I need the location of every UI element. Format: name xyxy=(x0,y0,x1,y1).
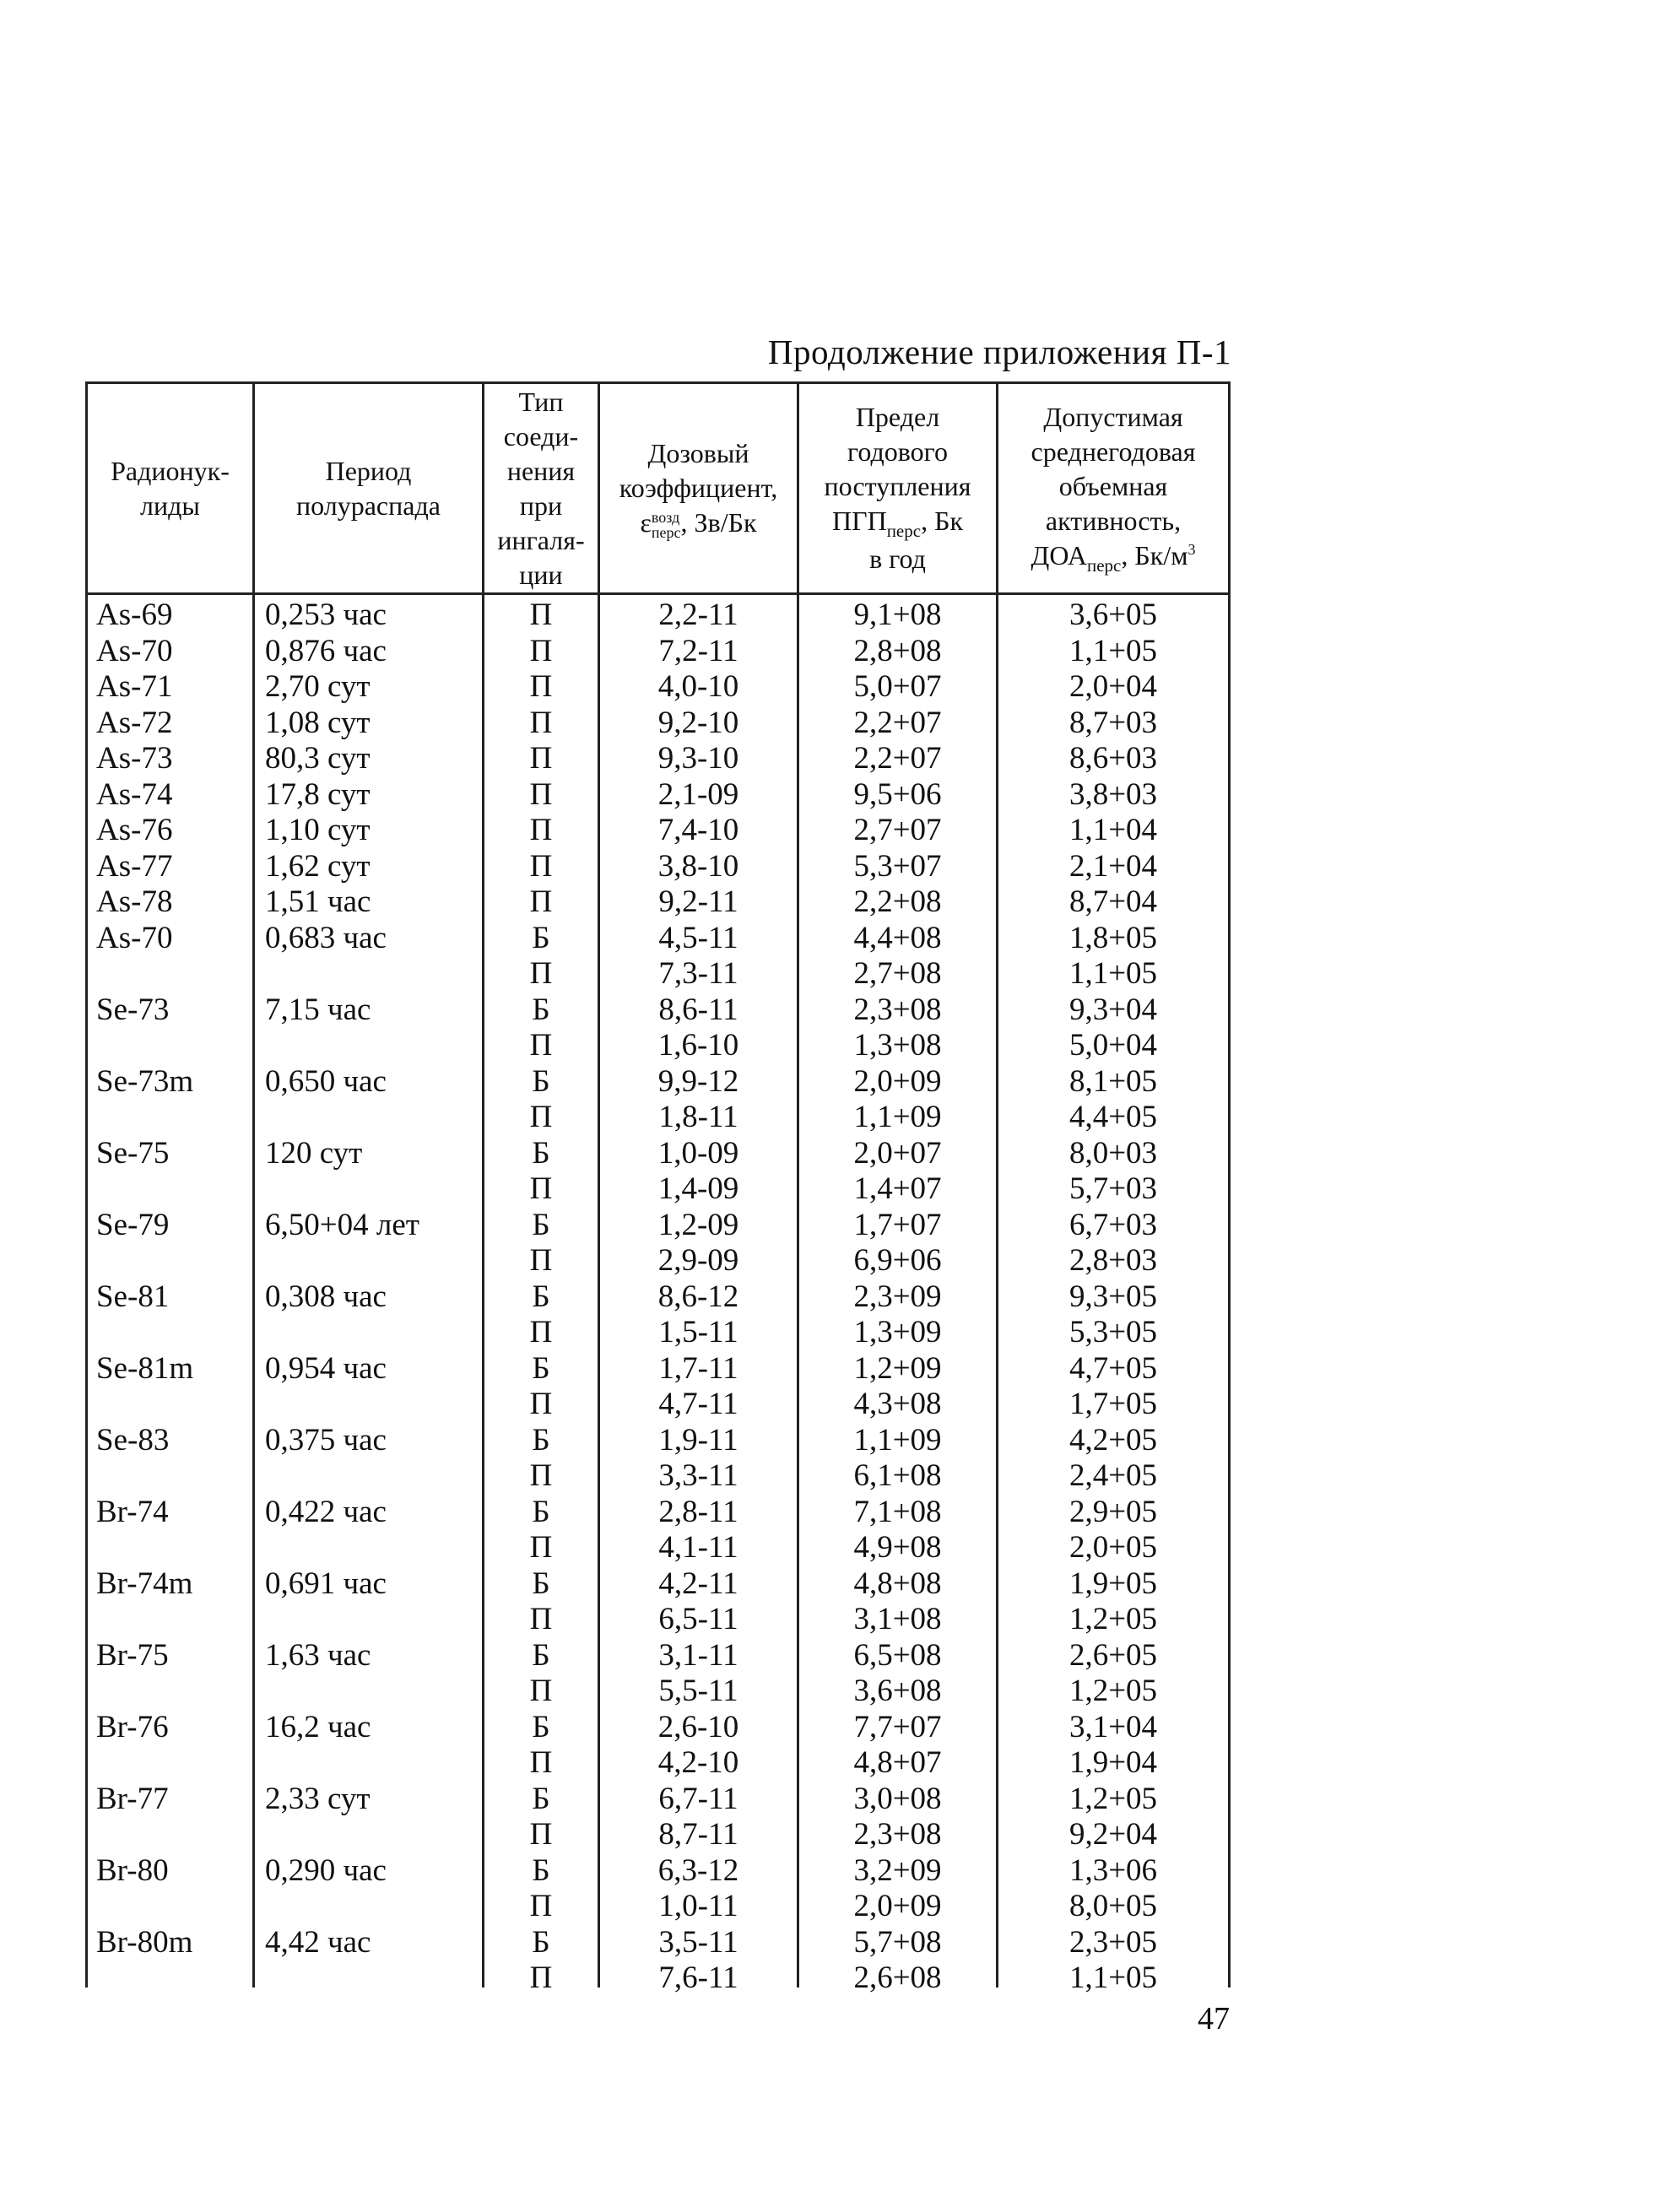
half-life-cell: 0,691 час xyxy=(265,1566,387,1601)
compound-type-cell: П xyxy=(529,1171,553,1206)
dose-coefficient-cell: 1,2-09 xyxy=(657,1207,739,1242)
table-row xyxy=(85,1028,1231,1064)
table-row xyxy=(85,1495,1231,1531)
header-half-life xyxy=(255,384,482,592)
header-line xyxy=(1031,538,1196,577)
intake-limit-cell: 1,7+07 xyxy=(853,1207,942,1242)
header-line: в год xyxy=(869,544,926,574)
dose-coefficient-cell: 6,3-12 xyxy=(657,1852,739,1888)
table-row xyxy=(85,1458,1231,1495)
header-nuclide xyxy=(88,384,252,592)
subscript: перс xyxy=(1087,554,1122,576)
dose-coefficient-cell: 8,6-12 xyxy=(657,1279,739,1314)
dose-coefficient-cell: 7,4-10 xyxy=(657,813,739,847)
intake-limit-cell: 2,2+07 xyxy=(853,741,942,776)
header-line: поступления xyxy=(824,471,971,501)
intake-limit-cell: 2,0+07 xyxy=(853,1135,942,1171)
intake-limit-cell: 1,4+07 xyxy=(853,1171,942,1206)
compound-type-cell: Б xyxy=(532,1781,550,1816)
compound-type-cell: Б xyxy=(532,1422,550,1458)
nuclide-cell: Br-80m xyxy=(96,1924,193,1960)
header-compound-type xyxy=(484,384,598,592)
unit: , Бк/м xyxy=(1121,539,1188,571)
activity-cell: 8,0+03 xyxy=(1068,1135,1158,1171)
compound-type-cell: П xyxy=(529,598,553,632)
table-row xyxy=(85,1423,1231,1459)
activity-cell: 1,9+04 xyxy=(1068,1745,1158,1780)
compound-type-cell: П xyxy=(529,813,553,847)
table-caption: Продолжение приложения П-1 xyxy=(767,333,1231,371)
dose-coefficient-cell: 4,1-11 xyxy=(658,1530,738,1565)
nuclide-cell: Br-80 xyxy=(96,1852,169,1888)
compound-type-cell: Б xyxy=(532,1852,550,1888)
compound-type-cell: Б xyxy=(532,920,550,955)
intake-limit-cell: 4,4+08 xyxy=(853,920,942,955)
header-line: Допустимая xyxy=(1043,401,1183,432)
dose-coefficient-cell: 4,0-10 xyxy=(657,669,739,704)
compound-type-cell: П xyxy=(529,705,553,740)
intake-limit-cell: 1,2+09 xyxy=(853,1350,942,1386)
table-row xyxy=(85,1208,1231,1244)
intake-limit-cell: 9,5+06 xyxy=(853,776,942,812)
intake-limit-cell: 2,0+09 xyxy=(853,1889,942,1923)
activity-cell: 1,2+05 xyxy=(1068,1781,1158,1816)
header-separator xyxy=(85,592,1231,595)
dose-coefficient-cell: 9,2-10 xyxy=(657,705,739,740)
header-line: Тип xyxy=(518,386,564,417)
compound-type-cell: Б xyxy=(532,1494,550,1529)
intake-limit-cell: 6,5+08 xyxy=(853,1637,942,1673)
table-row xyxy=(85,1710,1231,1746)
intake-limit-cell: 5,7+08 xyxy=(853,1924,942,1960)
intake-limit-cell: 3,6+08 xyxy=(853,1674,942,1708)
dose-coefficient-cell: 9,9-12 xyxy=(657,1063,739,1099)
compound-type-cell: Б xyxy=(532,1637,550,1673)
nuclide-cell: Br-75 xyxy=(96,1637,169,1673)
intake-limit-cell: 2,3+09 xyxy=(853,1279,942,1314)
table-row xyxy=(85,1745,1231,1782)
activity-cell: 2,0+05 xyxy=(1068,1530,1158,1565)
nuclide-cell: Se-75 xyxy=(96,1135,170,1171)
activity-cell: 1,2+05 xyxy=(1068,1602,1158,1636)
table-row xyxy=(85,1136,1231,1172)
dose-coefficient-cell: 1,8-11 xyxy=(658,1100,738,1134)
dose-coefficient-cell: 7,3-11 xyxy=(658,956,738,991)
dose-coefficient-cell: 1,5-11 xyxy=(658,1315,738,1349)
compound-type-cell: Б xyxy=(532,1279,550,1314)
table-row xyxy=(85,1243,1231,1279)
half-life-cell: 1,08 сут xyxy=(265,705,371,740)
table-row xyxy=(85,884,1231,921)
compound-type-cell: П xyxy=(529,1602,553,1636)
header-line: объемная xyxy=(1058,470,1168,501)
unit: , Зв/Бк xyxy=(680,506,757,538)
activity-cell: 3,1+04 xyxy=(1068,1709,1158,1744)
table-row xyxy=(85,741,1231,777)
compound-type-cell: П xyxy=(529,1387,553,1421)
table-row xyxy=(85,1387,1231,1423)
intake-limit-cell: 2,0+09 xyxy=(853,1063,942,1099)
intake-limit-cell: 1,3+09 xyxy=(853,1315,942,1349)
intake-limit-cell: 1,3+08 xyxy=(853,1028,942,1063)
table-row xyxy=(85,1925,1231,1961)
header-activity xyxy=(998,384,1228,592)
header-line: Период xyxy=(325,455,412,486)
table-row xyxy=(85,992,1231,1029)
nuclide-cell: As-70 xyxy=(96,633,173,668)
compound-type-cell: Б xyxy=(532,1709,550,1744)
dose-coefficient-cell: 1,4-09 xyxy=(657,1171,739,1206)
activity-cell: 8,6+03 xyxy=(1068,741,1158,776)
activity-cell: 4,4+05 xyxy=(1068,1100,1158,1134)
dose-coefficient-cell: 1,0-09 xyxy=(657,1135,739,1171)
compound-type-cell: Б xyxy=(532,1063,550,1099)
table-row xyxy=(85,1638,1231,1674)
activity-cell: 1,7+05 xyxy=(1068,1387,1158,1421)
table-row xyxy=(85,1171,1231,1208)
compound-type-cell: Б xyxy=(532,1924,550,1960)
dose-coefficient-cell: 2,9-09 xyxy=(657,1243,739,1278)
dose-coefficient-cell: 9,3-10 xyxy=(657,741,739,776)
dose-coefficient-cell: 7,6-11 xyxy=(658,1961,738,1995)
activity-cell: 8,7+03 xyxy=(1068,705,1158,740)
intake-limit-cell: 4,3+08 xyxy=(853,1387,942,1421)
table-row xyxy=(85,1100,1231,1136)
activity-cell: 1,9+05 xyxy=(1068,1566,1158,1601)
intake-limit-cell: 7,7+07 xyxy=(853,1709,942,1744)
half-life-cell: 120 сут xyxy=(265,1135,363,1171)
activity-cell: 8,7+04 xyxy=(1068,884,1158,919)
activity-cell: 2,4+05 xyxy=(1068,1458,1158,1493)
header-line: полураспада xyxy=(296,489,441,521)
table-body xyxy=(85,598,1231,1997)
intake-limit-cell: 2,8+08 xyxy=(853,633,942,668)
activity-cell: 1,1+05 xyxy=(1068,956,1158,991)
table-row xyxy=(85,1064,1231,1101)
activity-cell: 5,7+03 xyxy=(1068,1171,1158,1206)
compound-type-cell: П xyxy=(529,1100,553,1134)
nuclide-cell: As-77 xyxy=(96,848,173,884)
half-life-cell: 80,3 сут xyxy=(265,741,371,776)
table-row xyxy=(85,1674,1231,1710)
half-life-cell: 16,2 час xyxy=(265,1709,371,1744)
nuclide-cell: Br-74 xyxy=(96,1494,169,1529)
nuclide-cell: Se-73 xyxy=(96,992,170,1027)
table-row xyxy=(85,1853,1231,1890)
intake-limit-cell: 3,0+08 xyxy=(853,1781,942,1816)
intake-limit-cell: 1,1+09 xyxy=(853,1100,942,1134)
intake-limit-cell: 9,1+08 xyxy=(853,598,942,632)
intake-limit-cell: 6,9+06 xyxy=(853,1243,942,1278)
nuclide-cell: Se-81m xyxy=(96,1350,194,1386)
table-row xyxy=(85,634,1231,670)
header-line: лиды xyxy=(140,489,200,521)
half-life-cell: 0,422 час xyxy=(265,1494,387,1529)
compound-type-cell: П xyxy=(529,1817,553,1852)
compound-type-cell: П xyxy=(529,1889,553,1923)
activity-cell: 4,7+05 xyxy=(1068,1350,1158,1386)
nuclide-cell: Br-76 xyxy=(96,1709,169,1744)
half-life-cell: 0,290 час xyxy=(265,1852,387,1888)
intake-limit-cell: 2,3+08 xyxy=(853,992,942,1027)
half-life-cell: 4,42 час xyxy=(265,1924,371,1960)
dose-coefficient-cell: 4,2-11 xyxy=(658,1566,738,1601)
epsilon-symbol: ε xyxy=(640,506,652,538)
activity-cell: 1,1+05 xyxy=(1068,1961,1158,1995)
table-row xyxy=(85,598,1231,634)
symbol-indices xyxy=(652,510,681,540)
nuclide-cell: Se-79 xyxy=(96,1207,170,1242)
compound-type-cell: Б xyxy=(532,1207,550,1242)
dose-coefficient-cell: 6,7-11 xyxy=(658,1781,738,1816)
compound-type-cell: П xyxy=(529,1745,553,1780)
nuclide-cell: As-70 xyxy=(96,920,173,955)
header-line: активность, xyxy=(1045,505,1182,536)
activity-cell: 2,0+04 xyxy=(1068,669,1158,704)
unit: , Бк xyxy=(921,506,963,536)
compound-type-cell: П xyxy=(529,1530,553,1565)
table-row xyxy=(85,1602,1231,1638)
nuclide-cell: Br-77 xyxy=(96,1781,169,1816)
table-row xyxy=(85,1315,1231,1351)
half-life-cell: 0,683 час xyxy=(265,920,387,955)
dose-coefficient-cell: 2,8-11 xyxy=(658,1494,738,1529)
header-line: годового xyxy=(847,436,948,467)
dose-coefficient-cell: 8,6-11 xyxy=(658,992,738,1027)
dose-coefficient-cell: 3,3-11 xyxy=(658,1458,738,1493)
activity-cell: 1,1+04 xyxy=(1068,813,1158,847)
compound-type-cell: Б xyxy=(532,1350,550,1386)
table-row xyxy=(85,956,1231,992)
table-row xyxy=(85,1530,1231,1566)
table-row xyxy=(85,777,1231,814)
subscript: перс xyxy=(651,524,681,542)
dose-coefficient-cell: 3,8-10 xyxy=(657,848,739,884)
superscript: возд xyxy=(651,509,680,527)
intake-limit-cell: 3,2+09 xyxy=(853,1852,942,1888)
dose-coefficient-cell: 9,2-11 xyxy=(658,884,738,919)
header-line: ингаля- xyxy=(497,524,585,555)
header-line: ции xyxy=(519,559,563,590)
header-line: соеди- xyxy=(503,420,579,452)
half-life-cell: 1,51 час xyxy=(265,884,371,919)
dose-coefficient-cell: 2,2-11 xyxy=(658,598,738,632)
table-row xyxy=(85,1817,1231,1853)
table-row xyxy=(85,1961,1231,1997)
intake-limit-cell: 6,1+08 xyxy=(853,1458,942,1493)
compound-type-cell: П xyxy=(529,956,553,991)
table-row xyxy=(85,813,1231,849)
compound-type-cell: Б xyxy=(532,992,550,1027)
half-life-cell: 0,954 час xyxy=(265,1350,387,1386)
subscript: перс xyxy=(886,521,922,541)
compound-type-cell: Б xyxy=(532,1566,550,1601)
activity-cell: 1,1+05 xyxy=(1068,633,1158,668)
activity-cell: 2,8+03 xyxy=(1068,1243,1158,1278)
activity-cell: 5,0+04 xyxy=(1068,1028,1158,1063)
activity-cell: 8,1+05 xyxy=(1068,1063,1158,1099)
half-life-cell: 7,15 час xyxy=(265,992,371,1027)
intake-limit-cell: 4,8+08 xyxy=(853,1566,942,1601)
header-line: при xyxy=(519,489,563,521)
half-life-cell: 2,33 сут xyxy=(265,1781,371,1816)
intake-limit-cell: 1,1+09 xyxy=(853,1422,942,1458)
nuclide-cell: Se-81 xyxy=(96,1279,170,1314)
activity-cell: 8,0+05 xyxy=(1068,1889,1158,1923)
half-life-cell: 2,70 сут xyxy=(265,669,371,704)
dose-coefficient-cell: 1,6-10 xyxy=(657,1028,739,1063)
intake-limit-cell: 5,0+07 xyxy=(853,669,942,704)
activity-cell: 4,2+05 xyxy=(1068,1422,1158,1458)
dose-coefficient-cell: 1,0-11 xyxy=(658,1889,738,1923)
intake-limit-cell: 4,8+07 xyxy=(853,1745,942,1780)
nuclide-cell: As-72 xyxy=(96,705,173,740)
header-line: среднегодовая xyxy=(1031,435,1196,467)
dose-coefficient-cell: 6,5-11 xyxy=(658,1602,738,1636)
compound-type-cell: П xyxy=(529,633,553,668)
compound-type-cell: П xyxy=(529,1315,553,1349)
table-row xyxy=(85,1351,1231,1387)
header-line xyxy=(825,504,971,542)
superscript: 3 xyxy=(1187,540,1196,558)
nuclide-cell: Br-74m xyxy=(96,1566,193,1601)
table-row xyxy=(85,1279,1231,1316)
dose-coefficient-cell: 2,6-10 xyxy=(657,1709,739,1744)
activity-cell: 5,3+05 xyxy=(1068,1315,1158,1349)
dose-coefficient-cell: 5,5-11 xyxy=(658,1674,738,1708)
activity-cell: 1,2+05 xyxy=(1068,1674,1158,1708)
nuclide-cell: As-76 xyxy=(96,813,173,847)
table-row xyxy=(85,706,1231,742)
activity-cell: 2,3+05 xyxy=(1068,1924,1158,1960)
intake-limit-cell: 3,1+08 xyxy=(853,1602,942,1636)
intake-limit-cell: 2,7+07 xyxy=(853,813,942,847)
activity-cell: 1,8+05 xyxy=(1068,920,1158,955)
dose-coefficient-cell: 2,1-09 xyxy=(657,776,739,812)
activity-cell: 2,9+05 xyxy=(1068,1494,1158,1529)
table-row xyxy=(85,669,1231,706)
half-life-cell: 0,876 час xyxy=(265,633,387,668)
compound-type-cell: П xyxy=(529,884,553,919)
intake-limit-cell: 4,9+08 xyxy=(853,1530,942,1565)
header-line: Радионук- xyxy=(111,455,230,486)
nuclide-cell: Se-83 xyxy=(96,1422,170,1458)
dose-coefficient-cell: 1,9-11 xyxy=(658,1422,738,1458)
intake-limit-cell: 2,2+08 xyxy=(853,884,942,919)
nuclide-cell: As-69 xyxy=(96,598,173,632)
nuclide-cell: As-74 xyxy=(96,776,173,812)
intake-limit-cell: 7,1+08 xyxy=(853,1494,942,1529)
activity-cell: 2,6+05 xyxy=(1068,1637,1158,1673)
half-life-cell: 0,375 час xyxy=(265,1422,387,1458)
half-life-cell: 1,63 час xyxy=(265,1637,371,1673)
header-line: Дозовый xyxy=(647,437,749,468)
dose-coefficient-cell: 1,7-11 xyxy=(658,1350,738,1386)
activity-cell: 9,3+04 xyxy=(1068,992,1158,1027)
table-row xyxy=(85,921,1231,957)
dose-coefficient-cell: 4,2-10 xyxy=(657,1745,739,1780)
intake-limit-cell: 2,6+08 xyxy=(853,1961,942,1995)
activity-cell: 2,1+04 xyxy=(1068,848,1158,884)
table-row xyxy=(85,849,1231,885)
half-life-cell: 1,10 сут xyxy=(265,813,371,847)
header-line: нения xyxy=(506,455,576,486)
activity-cell: 9,2+04 xyxy=(1068,1817,1158,1852)
intake-limit-cell: 2,7+08 xyxy=(853,956,942,991)
page-number: 47 xyxy=(1198,2001,1230,2036)
dose-coefficient-cell: 3,5-11 xyxy=(658,1924,738,1960)
header-line xyxy=(619,506,777,541)
compound-type-cell: П xyxy=(529,776,553,812)
half-life-cell: 17,8 сут xyxy=(265,776,371,812)
compound-type-cell: Б xyxy=(532,1135,550,1171)
header-intake-limit xyxy=(799,384,996,592)
dose-coefficient-cell: 4,7-11 xyxy=(658,1387,738,1421)
nuclide-cell: As-78 xyxy=(96,884,173,919)
compound-type-cell: П xyxy=(529,1458,553,1493)
compound-type-cell: П xyxy=(529,1028,553,1063)
intake-limit-cell: 5,3+07 xyxy=(853,848,942,884)
dose-coefficient-cell: 4,5-11 xyxy=(658,920,738,955)
nuclide-cell: As-71 xyxy=(96,669,173,704)
abbreviation: ДОА xyxy=(1031,539,1087,571)
activity-cell: 3,6+05 xyxy=(1068,598,1158,632)
half-life-cell: 0,308 час xyxy=(265,1279,387,1314)
nuclide-cell: As-73 xyxy=(96,741,173,776)
compound-type-cell: П xyxy=(529,1243,553,1278)
abbreviation: ПГП xyxy=(831,506,887,536)
activity-cell: 3,8+03 xyxy=(1068,776,1158,812)
header-line: коэффициент, xyxy=(619,472,778,503)
compound-type-cell: П xyxy=(529,741,553,776)
activity-cell: 9,3+05 xyxy=(1068,1279,1158,1314)
dose-coefficient-cell: 8,7-11 xyxy=(658,1817,738,1852)
dose-coefficient-cell: 3,1-11 xyxy=(658,1637,738,1673)
compound-type-cell: П xyxy=(529,1674,553,1708)
compound-type-cell: П xyxy=(529,1961,553,1995)
table-row xyxy=(85,1889,1231,1925)
nuclide-cell: Se-73m xyxy=(96,1063,194,1099)
header-dose-coefficient xyxy=(600,384,797,592)
half-life-cell: 0,650 час xyxy=(265,1063,387,1099)
table-row xyxy=(85,1782,1231,1818)
half-life-cell: 0,253 час xyxy=(265,598,387,632)
compound-type-cell: П xyxy=(529,669,553,704)
intake-limit-cell: 2,2+07 xyxy=(853,705,942,740)
dose-coefficient-cell: 7,2-11 xyxy=(658,633,738,668)
radionuclide-table xyxy=(85,381,1231,1995)
header-line: Предел xyxy=(855,402,940,432)
half-life-cell: 1,62 сут xyxy=(265,848,371,884)
activity-cell: 1,3+06 xyxy=(1068,1852,1158,1888)
intake-limit-cell: 2,3+08 xyxy=(853,1817,942,1852)
activity-cell: 6,7+03 xyxy=(1068,1207,1158,1242)
compound-type-cell: П xyxy=(529,848,553,884)
half-life-cell: 6,50+04 лет xyxy=(265,1207,419,1242)
table-row xyxy=(85,1566,1231,1603)
